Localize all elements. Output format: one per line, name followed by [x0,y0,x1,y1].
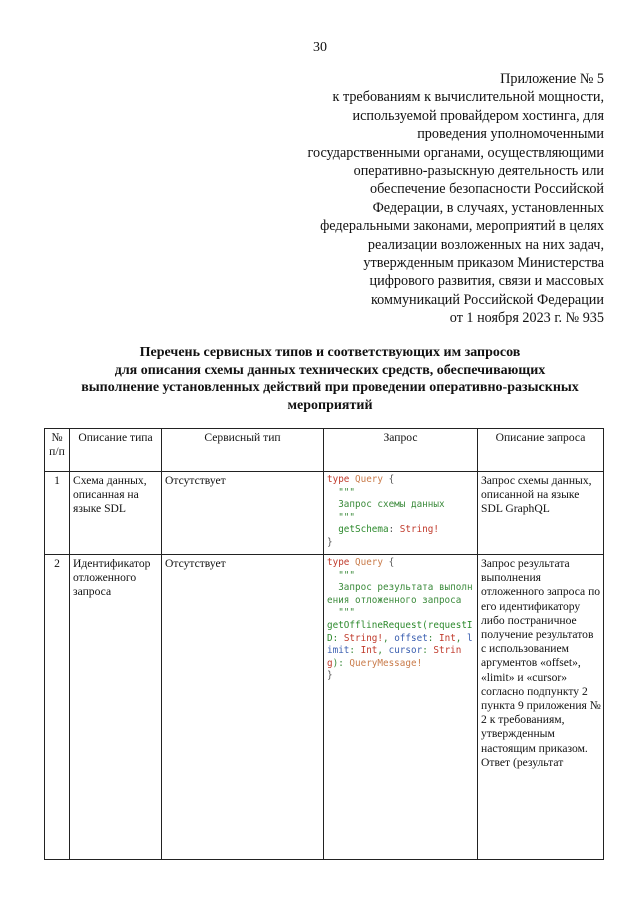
code-arg-type: String [327,645,462,669]
title-line: Перечень сервисных типов и соответствующих им запросов [139,345,521,360]
row-query [324,472,478,555]
appendix-line: Приложение № 5 [500,71,604,87]
code-keyword: type [327,557,350,568]
code-colon: : [388,524,400,536]
header-num: № п/п [45,429,70,472]
code-docstring: """ [338,486,355,498]
code-docstring: """ [338,569,355,581]
code-arg-type: Int [360,645,378,657]
code-arg-type: Int [439,632,456,644]
title-line: для описания схемы данных технических средств, обеспечивающих [114,362,546,378]
title-line: выполнение установленных действий при проведении оперативно-разыскных [81,380,579,395]
header-query: Запрос [324,429,478,472]
appendix-line: реализации возложенных на них задач, [367,236,604,253]
code-brace: } [327,670,333,682]
appendix-line: используемой провайдером хостинга, для [352,107,604,124]
code-arg-name: offset [394,632,428,644]
appendix-line: к требованиям к вычислительной мощности, [332,89,604,106]
code-arg-type: String! [343,632,383,644]
code-return-type: QueryMessage! [349,657,423,669]
appendix-line: государственными органами, осуществляющими [307,144,604,161]
code-keyword: type [327,474,350,485]
header-service-type: Сервисный тип [162,429,324,472]
code-field: getOfflineRequest(requestID [327,619,473,644]
code-arg-name: limit [327,632,473,657]
code-docstring: """ [338,607,355,619]
appendix-line: цифрового развития, связи и массовых [369,273,604,290]
row-service-type: Отсутствует [162,472,324,555]
appendix-line: от 1 ноября 2023 г. № 935 [449,310,604,327]
appendix-line: федеральными законами, мероприятий в целях [320,218,604,235]
row-num: 2 [45,555,70,860]
query-code: type Query { """ Запрос результата выполнения отложенного запроса """ getOfflineRequest(requestID: String!, offset: Int, limit: Int, cursor: String): QueryMessage! } [327,557,473,682]
code-brace: { [383,557,395,568]
code-comment: Запрос схемы данных [338,499,445,511]
row-query-desc: Запрос схемы данных, описанной на языке SDL GraphQL [478,472,604,555]
row-num: 1 [45,472,70,555]
row-type-desc: Идентификатор отложенного запроса [70,555,162,860]
code-type-name: Query [355,474,383,485]
code-type-name: Query [355,557,383,568]
code-comment: Запрос результата выполнения отложенного запроса [327,582,473,606]
table-row [45,472,604,555]
code-brace: { [383,474,395,485]
appendix-line: Федерации, в случаях, установленных [372,199,604,216]
code-field: getSchema [338,524,389,536]
code-arg-name: cursor [388,645,423,657]
table-header-row [45,429,604,472]
code-brace: } [327,536,333,548]
appendix-line: коммуникаций Российской Федерации [371,291,604,308]
header-query-desc: Описание запроса [478,429,604,472]
row-query [324,555,478,860]
document-title [40,344,620,414]
appendix-line: обеспечение безопасности Российской [370,181,604,198]
appendix-line: оперативно-разыскную деятельность или [353,163,604,180]
appendix-line: утвержденным приказом Министерства [363,255,604,272]
service-types-table [44,428,604,860]
page-number: 30 [313,40,327,55]
title-line: мероприятий [287,397,373,413]
row-type-desc: Схема данных, описанная на языке SDL [70,472,162,555]
query-code [327,474,474,550]
row-service-type: Отсутствует [162,555,324,860]
appendix-header [244,70,604,328]
code-docstring: """ [338,511,355,523]
appendix-line: проведения уполномоченными [417,126,604,143]
table-row [45,555,604,860]
header-type-desc: Описание типа [70,429,162,472]
code-return-type: String! [399,524,439,536]
row-query-desc: Запрос результата выполнения отложенного запроса по его идентификатору либо постраничное получение результатов с использованием аргументов «offset», «limit» и «cursor» согласно подпункту 2 пункта 9 приложения № 2 к требованиям, утвержденным настоящим приказом. Ответ (результат [478,555,604,860]
